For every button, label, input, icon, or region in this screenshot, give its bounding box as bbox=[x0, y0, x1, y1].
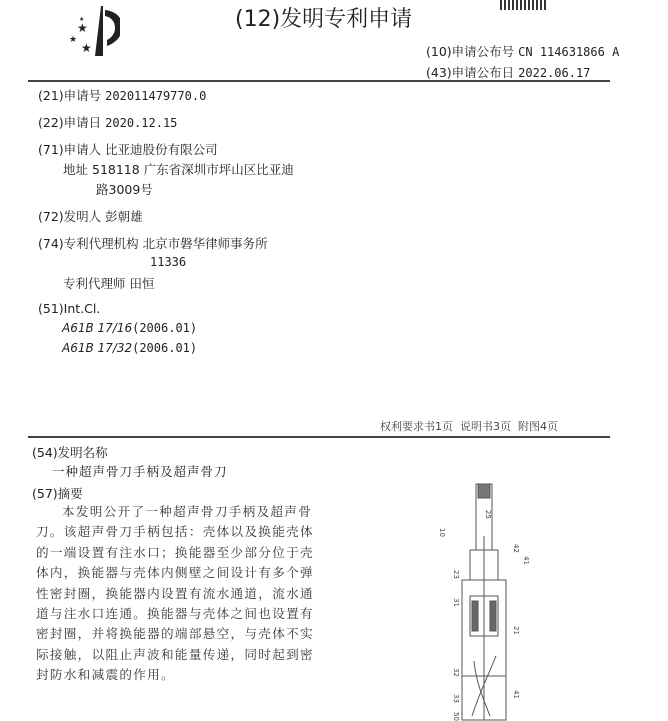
figure-label: 33 bbox=[452, 694, 460, 703]
value: 2020.12.15 bbox=[105, 116, 178, 130]
page-counts: 权利要求书1页 说明书3页 附图4页 bbox=[380, 420, 558, 433]
label: 专利代理师 bbox=[63, 276, 126, 291]
label: (22)申请日 bbox=[38, 115, 102, 130]
svg-text:★: ★ bbox=[77, 21, 88, 35]
agency-code: 11336 bbox=[150, 255, 187, 269]
version: (2006.01) bbox=[132, 341, 198, 355]
version: (2006.01) bbox=[132, 321, 198, 335]
code: A61B 17/16 bbox=[62, 321, 133, 335]
address bbox=[63, 160, 294, 178]
applicant bbox=[38, 140, 218, 158]
int-cl-label: (51)Int.Cl. bbox=[38, 301, 101, 316]
svg-text:★: ★ bbox=[79, 16, 85, 23]
value: 比亚迪股份有限公司 bbox=[105, 142, 218, 157]
value: 518118 广东省深圳市坪山区比亚迪 bbox=[92, 162, 294, 177]
abstract-text: 本发明公开了一种超声骨刀手柄及超声骨刀。该超声骨刀手柄包括：壳体以及换能壳体的一端设置有注水口；换能器至少部分位于壳体内，换能器与壳体内侧壁之间设计有多个弹性密封圈，换能器内设置有流水通道，流水通道与注水口连通。换能器与壳体之间也设置有密封圈，并将换能器的端部悬空，与壳体不实际接触，以阻止声波和能量传递，同时起到密封防水和减震的作用。 bbox=[36, 504, 314, 683]
figure-label: 32 bbox=[452, 668, 460, 677]
agent bbox=[63, 274, 155, 292]
figure-label: 41 bbox=[522, 556, 530, 565]
qr-code bbox=[500, 0, 546, 10]
int-cl-entry bbox=[62, 341, 197, 355]
abstract-label: (57)摘要 bbox=[32, 486, 83, 501]
label: (74)专利代理机构 bbox=[38, 236, 139, 251]
address-line2: 路3009号 bbox=[96, 182, 153, 197]
invention-name: 一种超声骨刀手柄及超声骨刀 bbox=[52, 464, 228, 479]
figure-label: 41 bbox=[512, 690, 520, 699]
figure-label: 31 bbox=[452, 598, 460, 607]
inventor bbox=[38, 207, 143, 225]
label: (71)申请人 bbox=[38, 142, 102, 157]
pub-no-label: (10)申请公布号 bbox=[426, 44, 515, 59]
value: 彭朝雄 bbox=[105, 209, 143, 224]
code: A61B 17/32 bbox=[62, 341, 133, 355]
header-rule bbox=[28, 80, 610, 82]
application-date bbox=[38, 113, 177, 131]
figure-label: 10 bbox=[438, 528, 446, 537]
patent-drawing bbox=[410, 476, 540, 721]
figure-label: 23 bbox=[452, 570, 460, 579]
figure-label: 25 bbox=[484, 510, 492, 519]
figure-label: 42 bbox=[512, 544, 520, 553]
value: 田恒 bbox=[129, 276, 155, 291]
value: 北京市磐华律师事务所 bbox=[142, 236, 268, 251]
invention-name-label: (54)发明名称 bbox=[32, 445, 108, 460]
label: 地址 bbox=[63, 162, 89, 177]
svg-text:★: ★ bbox=[81, 41, 92, 55]
value: 202011479770.0 bbox=[105, 89, 207, 103]
pub-no-value: CN 114631866 A bbox=[518, 45, 620, 59]
cnipa-logo bbox=[55, 2, 120, 58]
agency bbox=[38, 234, 268, 252]
label: (72)发明人 bbox=[38, 209, 102, 224]
application-number bbox=[38, 86, 206, 104]
label: (21)申请号 bbox=[38, 88, 102, 103]
pub-date-value: 2022.06.17 bbox=[518, 66, 591, 80]
document-title: (12)发明专利申请 bbox=[235, 7, 413, 32]
section-rule bbox=[28, 436, 610, 438]
int-cl-entry bbox=[62, 321, 197, 335]
publication-number bbox=[426, 42, 619, 60]
figure-label: 50 bbox=[452, 712, 460, 721]
svg-text:★: ★ bbox=[69, 35, 78, 45]
publication-date bbox=[426, 63, 590, 81]
pub-date-label: (43)申请公布日 bbox=[426, 65, 515, 80]
figure-label: 21 bbox=[512, 626, 520, 635]
